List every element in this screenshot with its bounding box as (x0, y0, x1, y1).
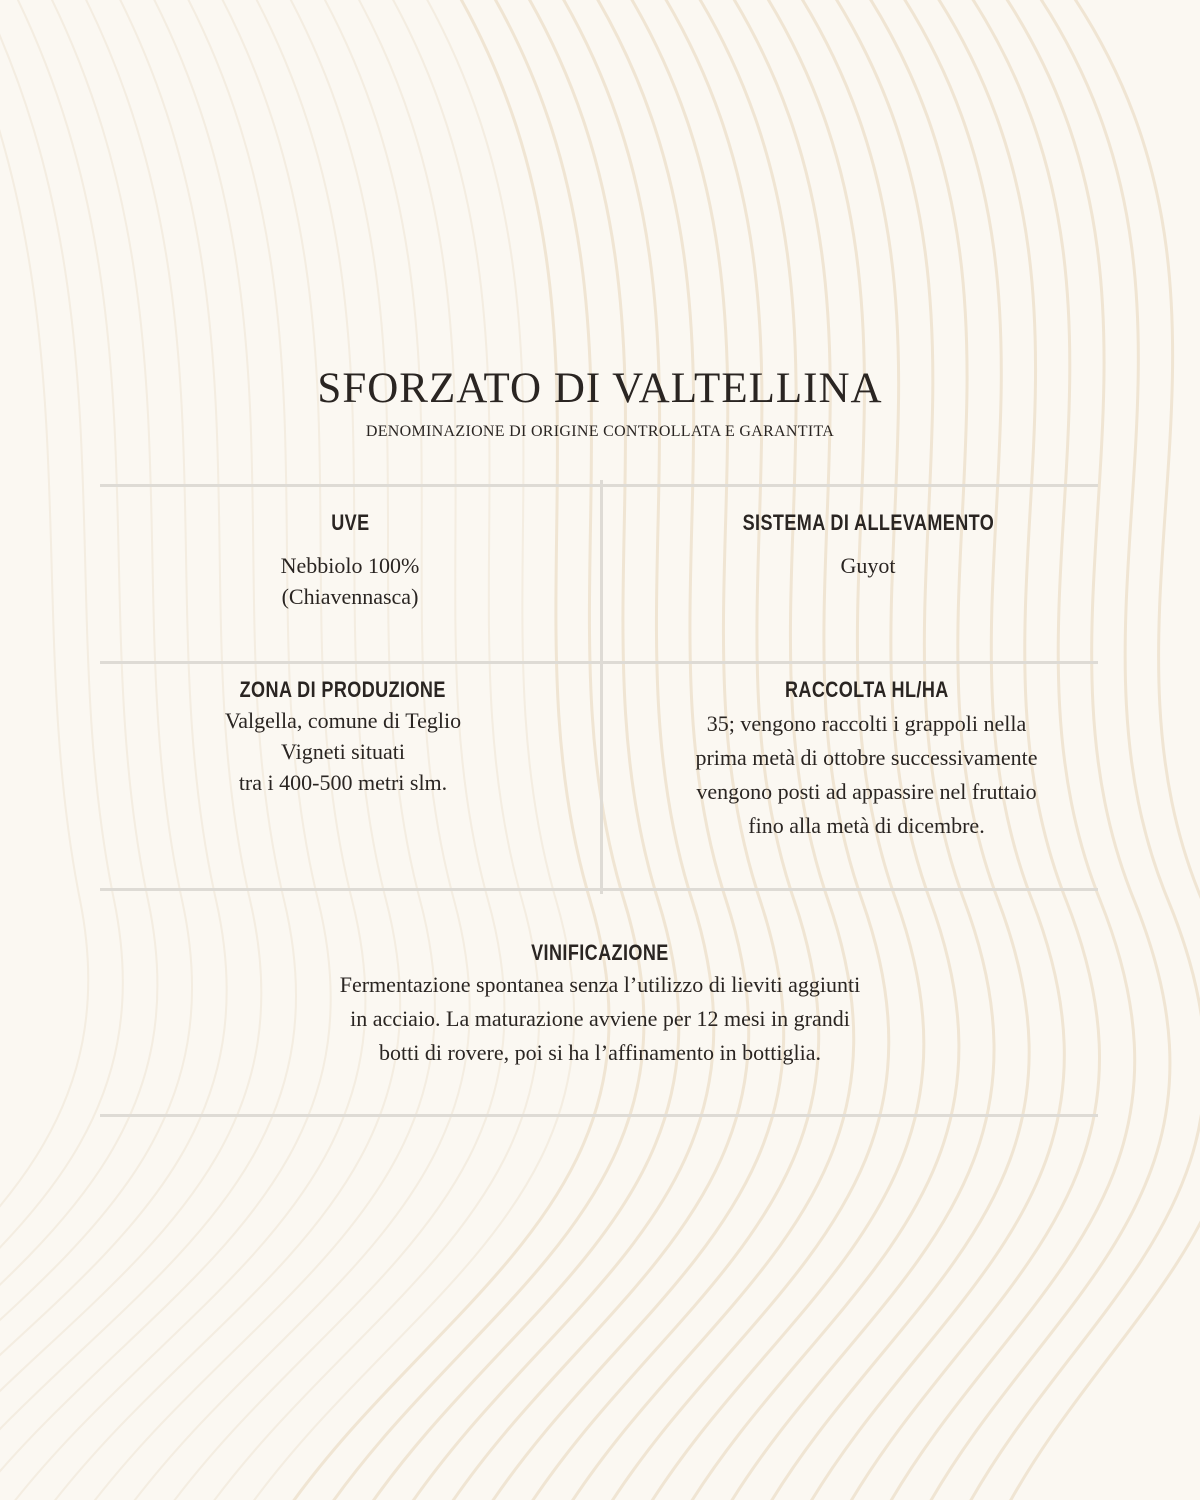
text-line: (Chiavennasca) (281, 584, 419, 609)
page-title: SFORZATO DI VALTELLINA (317, 365, 883, 412)
text-line: Valgella, comune di Teglio (224, 708, 462, 733)
section-uve (100, 510, 600, 612)
section-heading: ZONA DI PRODUZIONE (239, 677, 447, 702)
text-line: 35; vengono raccolti i grappoli nella (706, 711, 1027, 736)
divider (100, 888, 1098, 891)
section-heading: VINIFICAZIONE (531, 940, 669, 965)
section-zona (93, 677, 593, 798)
text-line: fino alla metà di dicembre. (748, 813, 985, 838)
text-line: tra i 400-500 metri slm. (238, 770, 448, 795)
divider (100, 661, 1098, 664)
section-body (93, 705, 593, 798)
section-body (603, 550, 1133, 581)
page-subtitle: DENOMINAZIONE DI ORIGINE CONTROLLATA E GARANTITA (365, 423, 835, 440)
text-line: Nebbiolo 100% (280, 553, 420, 578)
text-line: Fermentazione spontanea senza l’utilizzo di lieviti aggiunti (339, 972, 861, 997)
divider (100, 484, 1098, 487)
section-heading: SISTEMA DI ALLEVAMENTO (742, 510, 994, 535)
text-line: botti di rovere, poi si ha l’affinamento in bottiglia. (379, 1040, 821, 1065)
text-line: in acciaio. La maturazione avviene per 12 mesi in grandi (350, 1006, 850, 1031)
wave-line (0, 0, 88, 1500)
text-line: vengono posti ad appassire nel fruttaio (696, 779, 1037, 804)
text-line: Vigneti situati (281, 739, 405, 764)
section-body (100, 550, 600, 612)
divider (100, 1114, 1098, 1117)
section-body (100, 968, 1100, 1070)
text-line: prima metà di ottobre successivamente (695, 745, 1038, 770)
section-vinificazione (100, 940, 1100, 1070)
section-heading: RACCOLTA HL/HA (784, 677, 949, 702)
section-sistema (603, 510, 1133, 581)
section-body (603, 707, 1130, 843)
section-raccolta (603, 677, 1130, 843)
text-line: Guyot (840, 553, 896, 578)
section-heading: UVE (330, 510, 370, 535)
